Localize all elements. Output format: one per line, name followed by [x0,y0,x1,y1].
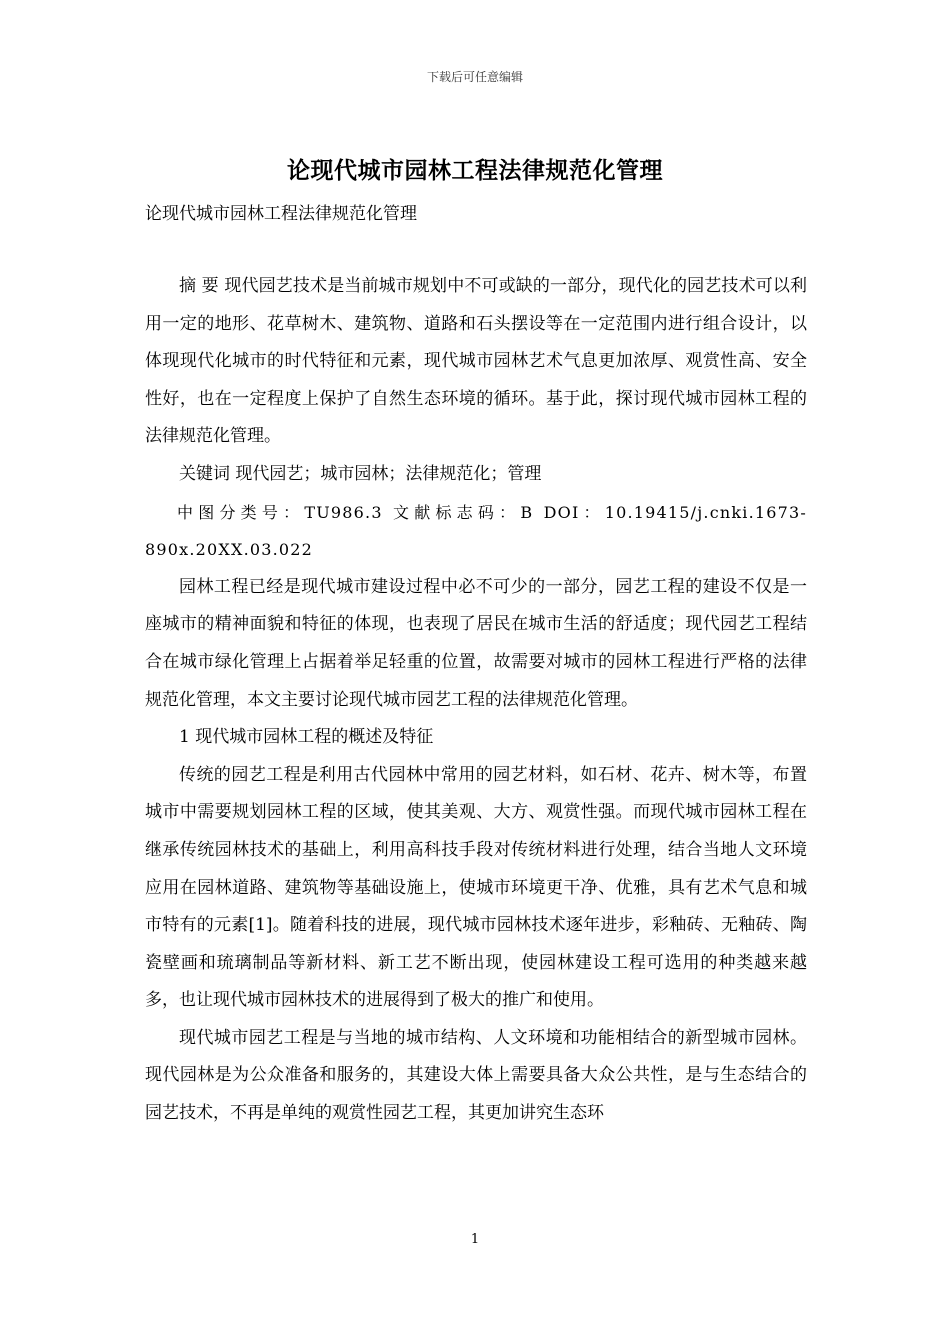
document-subtitle: 论现代城市园林工程法律规范化管理 [145,204,417,224]
document-title: 论现代城市园林工程法律规范化管理 [287,157,663,184]
classification-paragraph: 中图分类号：TU986.3 文献标志码：B DOI：10.19415/j.cnki.1673-890x.20XX.03.022 [145,502,807,560]
keywords-paragraph: 关键词 现代园艺；城市园林；法律规范化；管理 [179,463,542,484]
document-body [145,268,807,1133]
body-paragraph: 现代城市园艺工程是与当地的城市结构、人文环境和功能相结合的新型城市园林。现代园林是为公众准备和服务的，其建设大体上需要具备大众公共性，是与生态结合的园艺技术，不再是单纯的观赏性园艺工程，其更加讲究生态环 [145,1027,807,1124]
body-paragraph: 传统的园艺工程是利用古代园林中常用的园艺材料，如石材、花卉、树木等，布置城市中需要规划园林工程的区域，使其美观、大方、观赏性强。而现代城市园林工程在继承传统园林技术的基础上，利用高科技手段对传统材料进行处理，结合当地人文环境应用在园林道路、建筑物等基础设施上，使城市环境更干净、优雅，具有艺术气息和城市特有的元素[1]。随着科技的进展，现代城市园林技术逐年进步，彩釉砖、无釉砖、陶瓷壁画和琉璃制品等新材料、新工艺不断出现，使园林建设工程可选用的种类越来越多，也让现代城市园林技术的进展得到了极大的推广和使用。 [145,764,807,1011]
page-number: 1 [470,1232,480,1247]
page-header: 下载后可任意编辑 [426,70,523,84]
section-heading-1: 1 现代城市园林工程的概述及特征 [179,727,434,748]
abstract-paragraph: 摘 要 现代园艺技术是当前城市规划中不可或缺的一部分，现代化的园艺技术可以利用一定的地形、花草树木、建筑物、道路和石头摆设等在一定范围内进行组合设计，以体现现代化城市的时代特征和元素，现代城市园林艺术气息更加浓厚、观赏性高、安全性好，也在一定程度上保护了自然生态环境的循环。基于此，探讨现代城市园林工程的法律规范化管理。 [145,276,807,447]
intro-paragraph: 园林工程已经是现代城市建设过程中必不可少的一部分，园艺工程的建设不仅是一座城市的精神面貌和特征的体现，也表现了居民在城市生活的舒适度；现代园艺工程结合在城市绿化管理上占据着举足轻重的位置，故需要对城市的园林工程进行严格的法律规范化管理，本文主要讨论现代城市园艺工程的法律规范化管理。 [145,576,807,710]
